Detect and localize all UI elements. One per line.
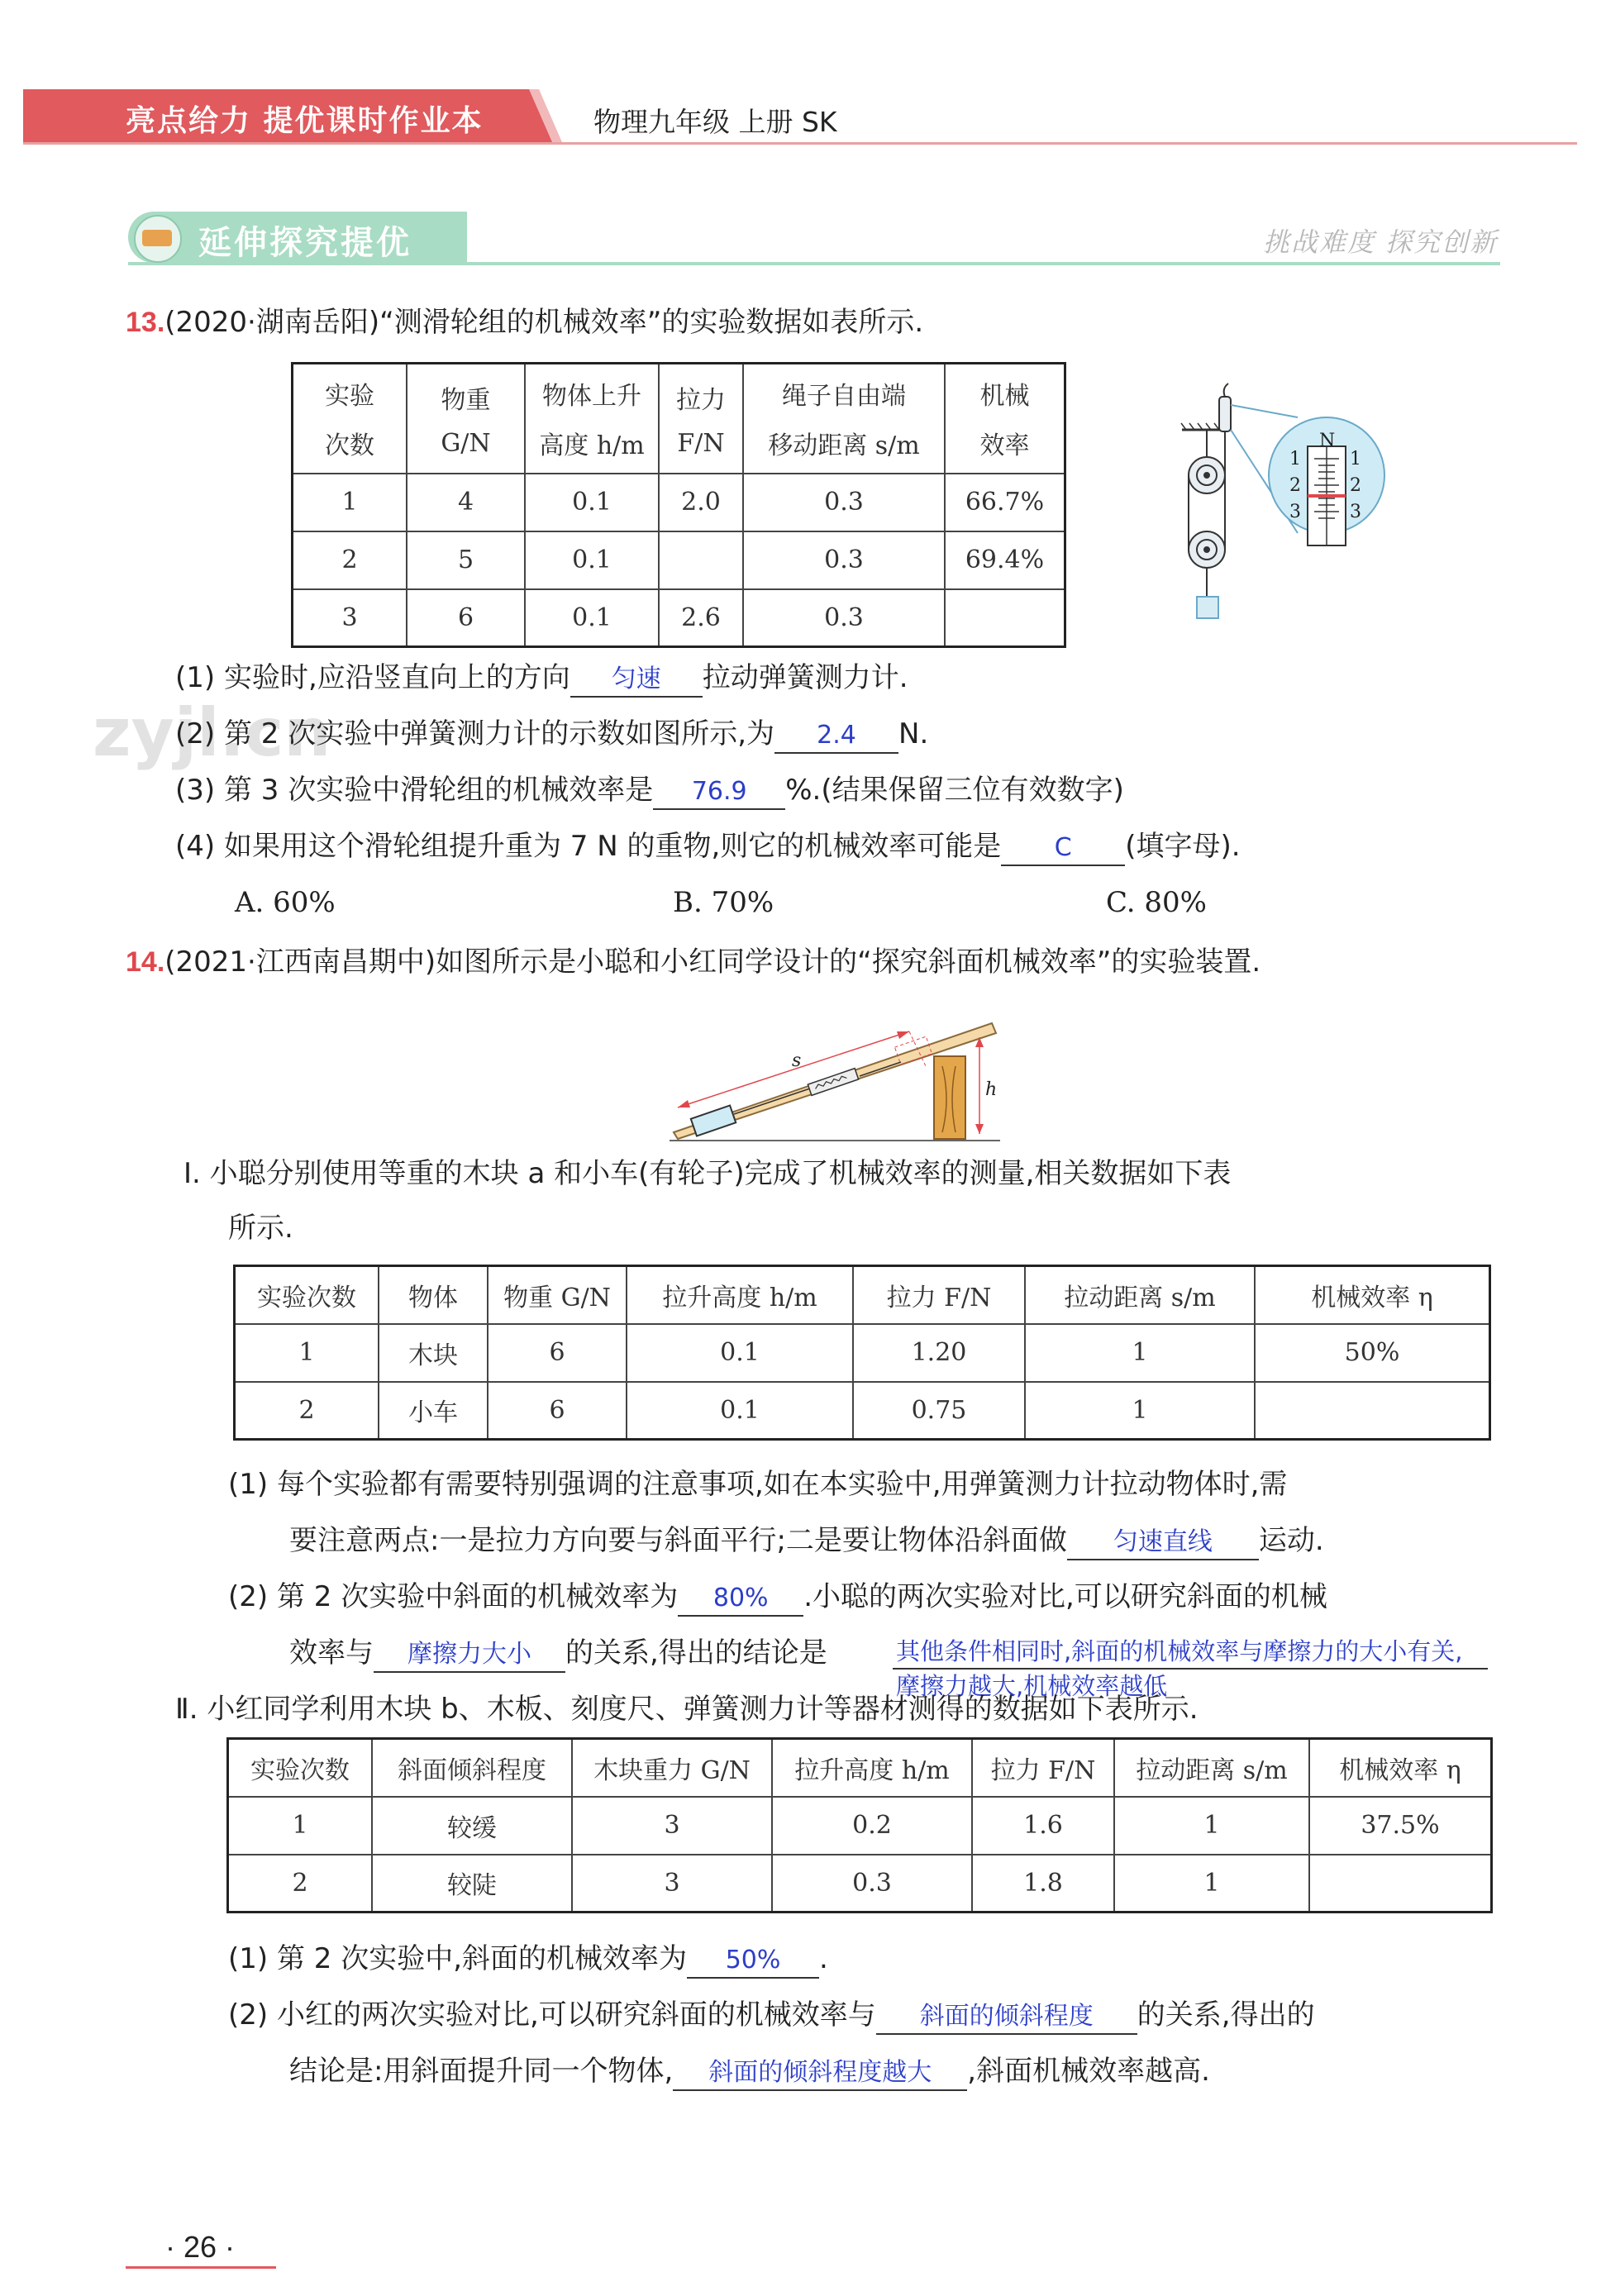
table-header-row [293,364,1065,474]
answer-blank: 76.9 [653,775,785,810]
spring-scale-tick-label: 1 [1350,449,1361,469]
question-text: (3) 第 3 次实验中滑轮组的机械效率是 [175,774,654,807]
table-header-cell: 拉力 F/N [972,1739,1114,1797]
table-header-cell: 机械效率 η [1309,1739,1492,1797]
answer-text: 摩擦力越大,机械效率越低 [896,1672,1168,1700]
table-cell: 69.4% [945,531,1065,589]
table-cell: 2 [235,1382,379,1440]
s-label: s [792,1050,802,1071]
table-cell: 小车 [379,1382,488,1440]
q14-stem-text: 如图所示是小聪和小红同学设计的“探究斜面机械效率”的实验装置. [436,946,1261,979]
table-header-row [235,1266,1490,1324]
table-header-cell: 拉动距离 s/m [1114,1739,1309,1797]
section-subtitle: 挑战难度 探究创新 [1263,226,1499,258]
spring-scale-unit: N [1319,431,1336,451]
q13-table [291,362,1066,648]
q14-number: 14. [126,946,165,978]
q14-part1-intro: Ⅰ. 小聪分别使用等重的木块 a 和小车(有轮子)完成了机械效率的测量,相关数据如下表 [183,1157,1232,1190]
q14-part2-sub2-line1 [228,1998,1315,2035]
q13-sub4 [175,830,1241,866]
question-text: 的关系,得出的 [1137,1998,1315,2032]
spring-scale [808,1069,858,1096]
table-header-cell: 机械效率 η [1255,1266,1490,1324]
table-cell [659,531,743,589]
question-text: %.(结果保留三位有效数字) [785,774,1124,807]
table-header-cell: 物重 G/N [407,364,525,474]
table-cell [1309,1855,1492,1913]
table-row [293,474,1065,531]
table-cell: 0.3 [743,531,945,589]
question-text: ,斜面机械效率越高. [967,2055,1210,2088]
table-cell: 0.75 [853,1382,1025,1440]
table-cell: 0.1 [525,474,659,531]
q13-option-b: B. 70% [673,886,774,919]
answer-blank: 2.4 [774,719,898,754]
answer-blank: 匀速 [570,663,703,698]
answer-text: 其他条件相同时,斜面的机械效率与摩擦力的大小有关, [896,1637,1463,1665]
q14-part1-sub2-line1 [228,1580,1327,1617]
table-cell: 2.0 [659,474,743,531]
table-cell: 4 [407,474,525,531]
q14-part1-table [233,1265,1491,1441]
table-cell: 1 [1025,1324,1255,1382]
table-cell: 0.3 [743,589,945,647]
incline-figure [661,1000,1008,1149]
book-icon [142,230,172,246]
q13-option-c: C. 80% [1106,886,1207,919]
question-text: (2) 小红的两次实验对比,可以研究斜面的机械效率与 [228,1998,876,2032]
table-cell: 3 [293,589,407,647]
question-text: (4) 如果用这个滑轮组提升重为 7 N 的重物,则它的机械效率可能是 [175,830,1002,863]
table-cell: 5 [407,531,525,589]
q14-source: (2021·江西南昌期中) [164,946,436,979]
q13-source: (2020·湖南岳阳) [164,306,380,339]
table-cell: 1 [235,1324,379,1382]
table-header-cell: 拉力 F/N [659,364,743,474]
table-header-cell: 物体上升 高度 h/m [525,364,659,474]
spring-scale-pointer [1308,494,1346,498]
table-header-cell: 拉升高度 h/m [627,1266,853,1324]
q14-part2-table [226,1737,1493,1913]
table-cell: 0.1 [627,1382,853,1440]
q14-stem [126,946,1260,979]
table-cell: 1.8 [972,1855,1114,1913]
table-cell: 2.6 [659,589,743,647]
table-header-cell: 实验次数 [235,1266,379,1324]
q14-part1-sub2-line2 [289,1636,827,1673]
table-row [235,1324,1490,1382]
table-row [228,1797,1492,1855]
table-cell: 0.3 [743,474,945,531]
page-number-underline [126,2266,276,2269]
wooden-block [691,1105,736,1136]
table-cell: 较陡 [372,1855,572,1913]
spring-scale-tick-label: 3 [1350,502,1361,522]
answer-blank: 摩擦力大小 [374,1638,565,1673]
table-cell: 6 [488,1324,627,1382]
table-cell: 6 [407,589,525,647]
table-header-cell: 机械 效率 [945,364,1065,474]
spring-scale-tick-label: 2 [1350,475,1361,496]
table-cell: 50% [1255,1324,1490,1382]
question-text: 拉动弹簧测力计. [702,661,908,694]
page-number: · 26 · [165,2230,236,2264]
table-header-row [228,1739,1492,1797]
question-text: 效率与 [289,1636,374,1670]
table-header-cell: 实验 次数 [293,364,407,474]
question-text: . [819,1942,828,1975]
table-cell: 37.5% [1309,1797,1492,1855]
question-text: (2) 第 2 次实验中斜面的机械效率为 [228,1580,679,1613]
answer-blank: 匀速直线 [1067,1526,1259,1560]
question-text: 的关系,得出的结论是 [565,1636,827,1670]
header-divider [23,142,1577,145]
table-cell: 2 [293,531,407,589]
table-cell: 较缓 [372,1797,572,1855]
q13-sub3 [175,774,1124,810]
q13-sub2 [175,717,928,754]
table-cell: 0.1 [627,1324,853,1382]
table-header-cell: 拉动距离 s/m [1025,1266,1255,1324]
q14-part2-sub1 [228,1942,828,1979]
spring-scale-tick-label: 1 [1289,449,1301,469]
table-header-cell: 物体 [379,1266,488,1324]
table-header-cell: 实验次数 [228,1739,373,1797]
table-cell: 1 [228,1797,373,1855]
table-cell: 3 [572,1855,772,1913]
table-header-cell: 斜面倾斜程度 [372,1739,572,1797]
header-book-title: 物理九年级 上册 SK [593,106,837,138]
table-header-cell: 拉升高度 h/m [772,1739,972,1797]
h-label: h [985,1079,998,1100]
table-cell: 木块 [379,1324,488,1382]
table-cell: 0.1 [525,531,659,589]
question-text: 要注意两点:一是拉力方向要与斜面平行;二是要让物体沿斜面做 [289,1524,1067,1557]
table-header-cell: 拉力 F/N [853,1266,1025,1324]
watermark: zyjl.cn [93,694,331,771]
table-cell: 66.7% [945,474,1065,531]
table-cell: 6 [488,1382,627,1440]
section-title: 延伸探究提优 [198,224,412,262]
table-cell: 1.6 [972,1797,1114,1855]
table-cell: 1 [1114,1855,1309,1913]
table-cell: 1.20 [853,1324,1025,1382]
q14-part1-sub1-line1: (1) 每个实验都有需要特别强调的注意事项,如在本实验中,用弹簧测力计拉动物体时,需 [228,1468,1288,1501]
table-row [228,1855,1492,1913]
question-text: (1) 第 2 次实验中,斜面的机械效率为 [228,1942,688,1975]
question-text: (2) 第 2 次实验中弹簧测力计的示数如图所示,为 [175,717,775,750]
question-text: (1) 实验时,应沿竖直向上的方向 [175,661,570,694]
answer-blank: 斜面的倾斜程度 [876,2000,1137,2035]
answer-blank: 50% [687,1944,819,1979]
question-text: .小聪的两次实验对比,可以研究斜面的机械 [803,1580,1327,1613]
answer-blank: 80% [678,1582,803,1617]
table-header-cell: 物重 G/N [488,1266,627,1324]
q13-number: 13. [126,307,165,338]
spring-scale-tick-label: 3 [1289,502,1301,522]
q14-part2-intro: Ⅱ. 小红同学利用木块 b、木板、刻度尺、弹簧测力计等器材测得的数据如下表所示. [175,1693,1199,1726]
q14-part1-sub1-line2 [289,1524,1324,1560]
header-brand: 亮点给力 提优课时作业本 [126,104,484,138]
table-row [293,589,1065,647]
q14-part2-sub2-line2 [289,2055,1210,2091]
question-text: N. [898,717,929,750]
table-cell: 1 [293,474,407,531]
table-cell [1255,1382,1490,1440]
table-cell: 0.3 [772,1855,972,1913]
table-cell: 3 [572,1797,772,1855]
spring-scale-tick-label: 2 [1289,475,1301,496]
pulley-figure [1174,380,1397,628]
q13-sub1 [175,661,908,698]
q13-option-a: A. 60% [235,886,336,919]
support-block [934,1056,965,1139]
table-cell: 2 [228,1855,373,1913]
table-header-cell: 绳子自由端 移动距离 s/m [743,364,945,474]
question-text: 结论是:用斜面提升同一个物体, [289,2055,674,2088]
q13-stem [126,306,923,339]
q14-part1-intro-cont: 所示. [228,1212,293,1245]
answer-blank: C [1001,831,1125,866]
answer-blank: 斜面的倾斜程度越大 [673,2056,967,2091]
table-cell [945,589,1065,647]
table-cell: 0.2 [772,1797,972,1855]
table-cell: 1 [1025,1382,1255,1440]
table-header-cell: 木块重力 G/N [572,1739,772,1797]
table-cell: 1 [1114,1797,1309,1855]
q13-stem-text: “测滑轮组的机械效率”的实验数据如表所示. [379,306,924,339]
question-text: (填字母). [1125,830,1241,863]
table-row [293,531,1065,589]
table-row [235,1382,1490,1440]
question-text: 运动. [1258,1524,1324,1557]
table-cell: 0.1 [525,589,659,647]
